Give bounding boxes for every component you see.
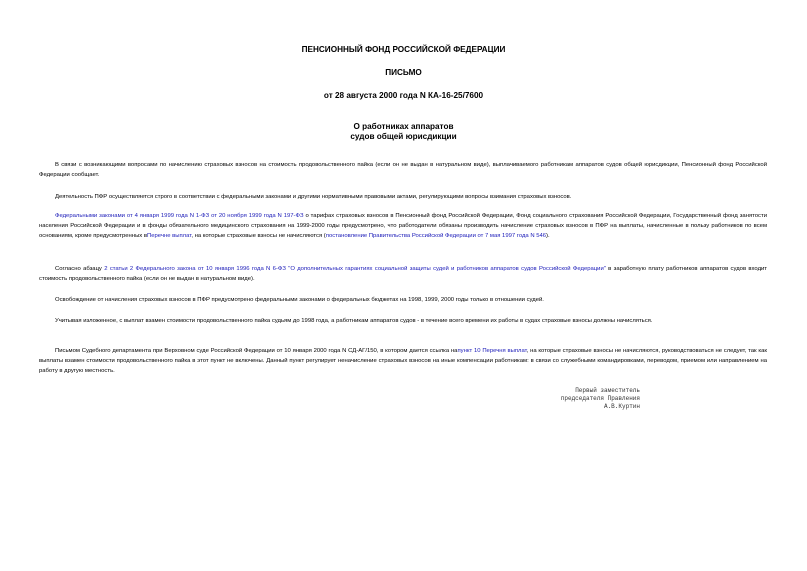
subject-line-2: судов общей юрисдикции (350, 132, 457, 141)
law-link-1999-197fz[interactable]: от 20 ноября 1999 года N 197-ФЗ (211, 213, 304, 219)
payments-list-item-10-link[interactable]: пункт 10 Перечня выплат (457, 348, 527, 354)
paragraph-4: Согласно абзацу 2 статьи 2 Федерального закона от 10 января 1996 года N 6-ФЗ "О дополнительных гарантиях социальной защиты судей и работников аппаратов судов Российской Федерации" в заработную плату работников аппаратов судов входит стоимость продовольственного пайка (если он не выдан в натуральном виде). (39, 266, 767, 282)
paragraph-3: Федеральными законами от 4 января 1999 года N 1-ФЗ от 20 ноября 1999 года N 197-ФЗ о тарифах страховых взносов в Пенсионный фонд Российской Федерации, Фонд социального страхования Российской Федерации, Государственный фонд занятости населения Российской Федерации и в фонды обязательного медицинского страхования на 1999-2000 годы предусмотрено, что работодатели обязаны производить начисление страховых взносов в ПФР на выплаты, начисленные в пользу работников по всем основаниям, кроме предусмотренных вПеречне выплат, на которые страховые взносы не начисляются (постановление Правительства Российской Федерации от 7 мая 1997 года N 546). (39, 213, 767, 239)
paragraph-5: Освобождение от начисления страховых взносов в ПФР предусмотрено федеральными законами о федеральных бюджетах на 1998, 1999, 2000 годы только в отношении судей. (55, 297, 544, 303)
signature-line-1: Первый заместитель (575, 387, 640, 394)
law-link-1999-1fz[interactable]: Федеральными законами от 4 января 1999 года N 1-ФЗ (55, 213, 210, 219)
paragraph-2: Деятельность ПФР осуществляется строго в соответствии с федеральными законами и другими нормативными правовыми актами, регулирующими вопросы взимания страховых взносов. (55, 194, 572, 200)
paragraph-6: Учитывая изложенное, с выплат взамен стоимости продовольственного пайка судьям до 1998 года, а работникам аппаратов судов - в течение всего времени их работы в судах страховые взносы должны начисляться. (55, 318, 653, 324)
signature-line-2: председателя Правления (560, 395, 640, 402)
paragraph-7: Письмом Судебного департамента при Верховном суде Российской Федерации от 10 января 2000 года N СД-АГ/150, в котором дается ссылка напункт 10 Перечня выплат, на которые страховые взносы не начисляются, руководствоваться не следует, так как выплаты взамен стоимости продовольственного пайка в этот пункт не включены. Данный пункт регулирует неначисление страховых взносов на иные компенсации работникам: в связи со служебными командировками, переводом, приемом или направлением на работу в другую местность. (39, 348, 767, 374)
signature-name: А.В.Куртин (603, 403, 640, 410)
payments-list-link[interactable]: Перечне выплат (147, 233, 192, 239)
government-decree-link[interactable]: постановление Правительства Российской Федерации от 7 мая 1997 года N 546 (325, 233, 547, 239)
document-date-number: от 28 августа 2000 года N КА-16-25/7600 (323, 91, 484, 100)
paragraph-1: В связи с возникающими вопросами по начислению страховых взносов на стоимость продовольственного пайка (если он не выдан в натуральном виде), выплачиваемого работникам аппаратов судов общей юрисдикции, Пенсионный фонд Российской Федерации сообщает. (39, 162, 767, 178)
law-link-1996-6fz[interactable]: 2 статьи 2 Федерального закона от 10 января 1996 года N 6-ФЗ "О дополнительных гарантиях социальной защиты судей и работников аппаратов судов Российской Федерации" (104, 266, 606, 272)
subject-line-1: О работниках аппаратов (353, 122, 454, 131)
document-type: ПИСЬМО (385, 68, 422, 77)
organization-title: ПЕНСИОННЫЙ ФОНД РОССИЙСКОЙ ФЕДЕРАЦИИ (301, 45, 506, 54)
